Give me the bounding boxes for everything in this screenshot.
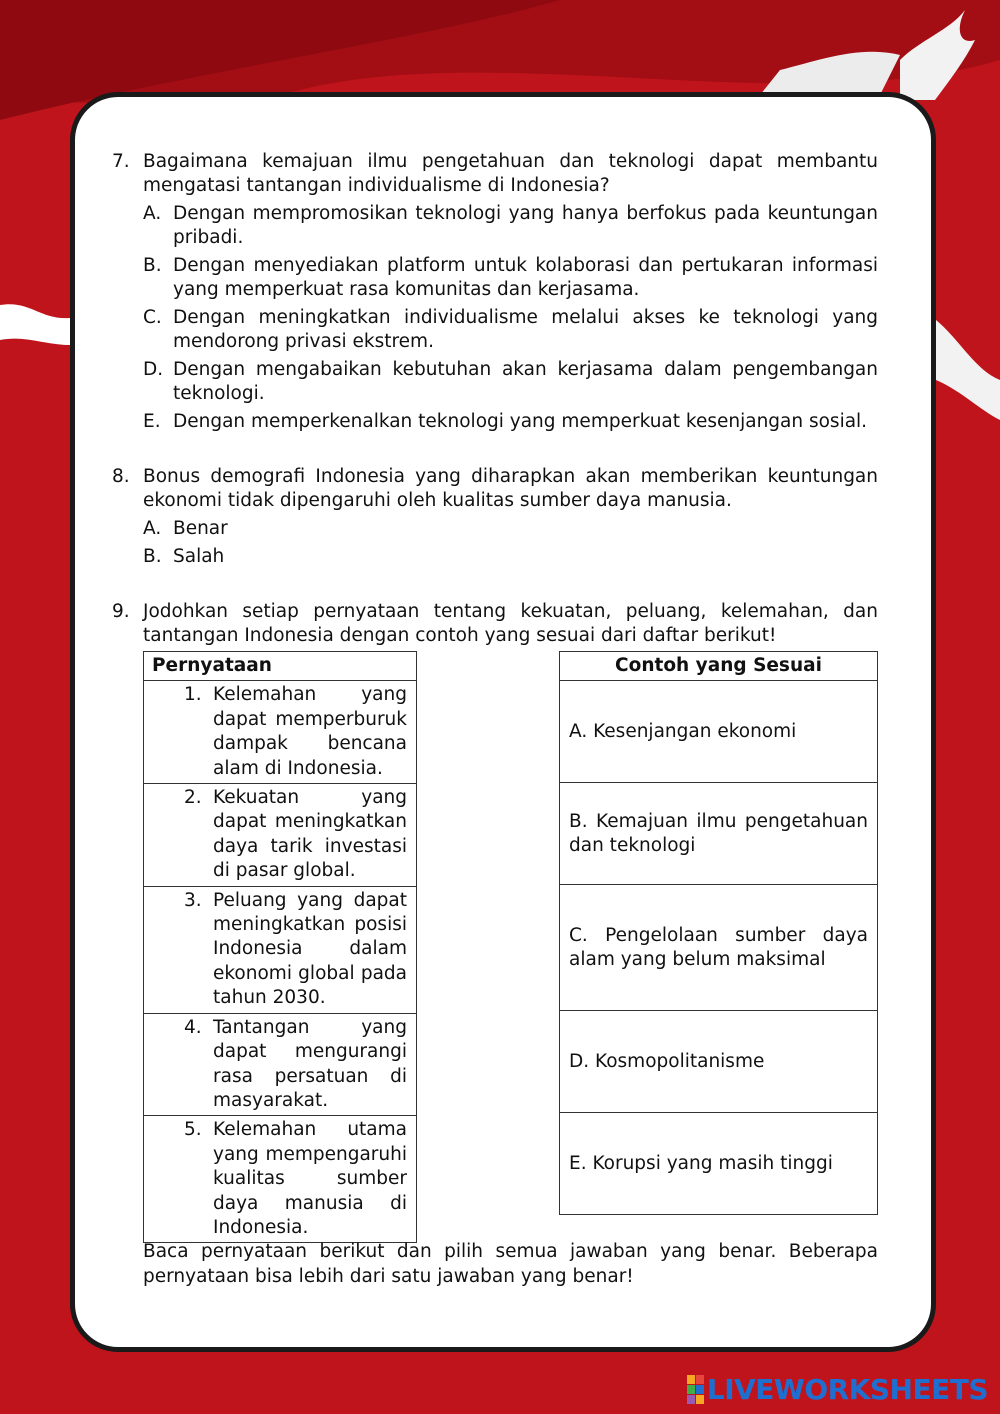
- question-number: 9.: [112, 601, 130, 622]
- question-7: [112, 150, 878, 434]
- option-letter: B.: [143, 546, 162, 567]
- example-row[interactable]: D. Kosmopolitanisme: [560, 1011, 878, 1113]
- example-row[interactable]: B. Kemajuan ilmu pengetahuan dan teknologi: [560, 783, 878, 885]
- option-text: Dengan meningkatkan individualisme melalui akses ke teknologi yang mendorong privasi ekstrem.: [173, 307, 878, 352]
- option-text: Salah: [173, 546, 225, 567]
- option-text: Dengan mempromosikan teknologi yang hanya berfokus pada keuntungan pribadi.: [173, 203, 878, 248]
- option-letter: E.: [143, 411, 161, 432]
- statement-number: 4.: [184, 1016, 202, 1038]
- statement-number: 2.: [184, 787, 202, 809]
- question-9: [112, 600, 878, 648]
- example-row[interactable]: C. Pengelolaan sumber daya alam yang belum maksimal: [560, 885, 878, 1011]
- option-text: Dengan mengabaikan kebutuhan akan kerjasama dalam pengembangan teknologi.: [173, 359, 878, 404]
- logo-icon: [687, 1375, 704, 1404]
- question-text: Jodohkan setiap pernyataan tentang kekuatan, peluang, kelemahan, dan tantangan Indonesia dengan contoh yang sesuai dari daftar berikut!: [143, 601, 878, 646]
- statement-row[interactable]: [144, 681, 417, 784]
- statements-table: [143, 651, 417, 1243]
- statement-row[interactable]: [144, 886, 417, 1013]
- examples-table: [559, 651, 878, 1215]
- statement-text: Peluang yang dapat meningkatkan posisi Indonesia dalam ekonomi global pada tahun 2030.: [213, 889, 407, 1009]
- option-a[interactable]: [143, 517, 878, 541]
- question-number: 8.: [112, 466, 130, 487]
- statement-row[interactable]: [144, 784, 417, 887]
- option-text: Dengan memperkenalkan teknologi yang memperkuat kesenjangan sosial.: [173, 411, 868, 432]
- question-text: Bagaimana kemajuan ilmu pengetahuan dan teknologi dapat membantu mengatasi tantangan individualisme di Indonesia?: [143, 151, 878, 196]
- question-number: 7.: [112, 151, 130, 172]
- statement-text: Kelemahan yang dapat memperburuk dampak bencana alam di Indonesia.: [213, 684, 407, 779]
- question-text: Bonus demografi Indonesia yang diharapkan akan memberikan keuntungan ekonomi tidak dipengaruhi oleh kualitas sumber daya manusia.: [143, 466, 878, 511]
- statement-number: 1.: [184, 684, 202, 706]
- option-letter: A.: [143, 518, 162, 539]
- statement-text: Kekuatan yang dapat meningkatkan daya tarik investasi di pasar global.: [213, 787, 407, 882]
- option-letter: A.: [143, 203, 162, 224]
- option-e[interactable]: [143, 410, 878, 434]
- option-letter: D.: [143, 359, 164, 380]
- example-row[interactable]: E. Korupsi yang masih tinggi: [560, 1113, 878, 1215]
- statement-row[interactable]: [144, 1013, 417, 1116]
- option-c[interactable]: [143, 306, 878, 354]
- examples-header: Contoh yang Sesuai: [560, 652, 878, 681]
- statement-number: 5.: [184, 1119, 202, 1141]
- option-d[interactable]: [143, 358, 878, 406]
- statement-number: 3.: [184, 889, 202, 911]
- option-letter: B.: [143, 255, 162, 276]
- option-b[interactable]: [143, 254, 878, 302]
- option-text: Dengan menyediakan platform untuk kolaborasi dan pertukaran informasi yang memperkuat rasa komunitas dan kerjasama.: [173, 255, 878, 300]
- statements-header: Pernyataan: [144, 652, 417, 681]
- example-row[interactable]: A. Kesenjangan ekonomi: [560, 681, 878, 783]
- option-b[interactable]: [143, 545, 878, 569]
- liveworksheets-logo[interactable]: [687, 1373, 988, 1406]
- statement-row[interactable]: [144, 1116, 417, 1243]
- statement-text: Kelemahan utama yang mempengaruhi kualitas sumber daya manusia di Indonesia.: [213, 1119, 407, 1238]
- option-a[interactable]: [143, 202, 878, 250]
- question-8: [112, 465, 878, 569]
- option-text: Benar: [173, 518, 228, 539]
- statement-text: Tantangan yang dapat mengurangi rasa persatuan di masyarakat.: [213, 1016, 407, 1111]
- option-letter: C.: [143, 307, 162, 328]
- instruction-text: Baca pernyataan berikut dan pilih semua jawaban yang benar. Beberapa pernyataan bisa lebih dari satu jawaban yang benar!: [143, 1241, 878, 1287]
- logo-text: LIVEWORKSHEETS: [706, 1373, 988, 1406]
